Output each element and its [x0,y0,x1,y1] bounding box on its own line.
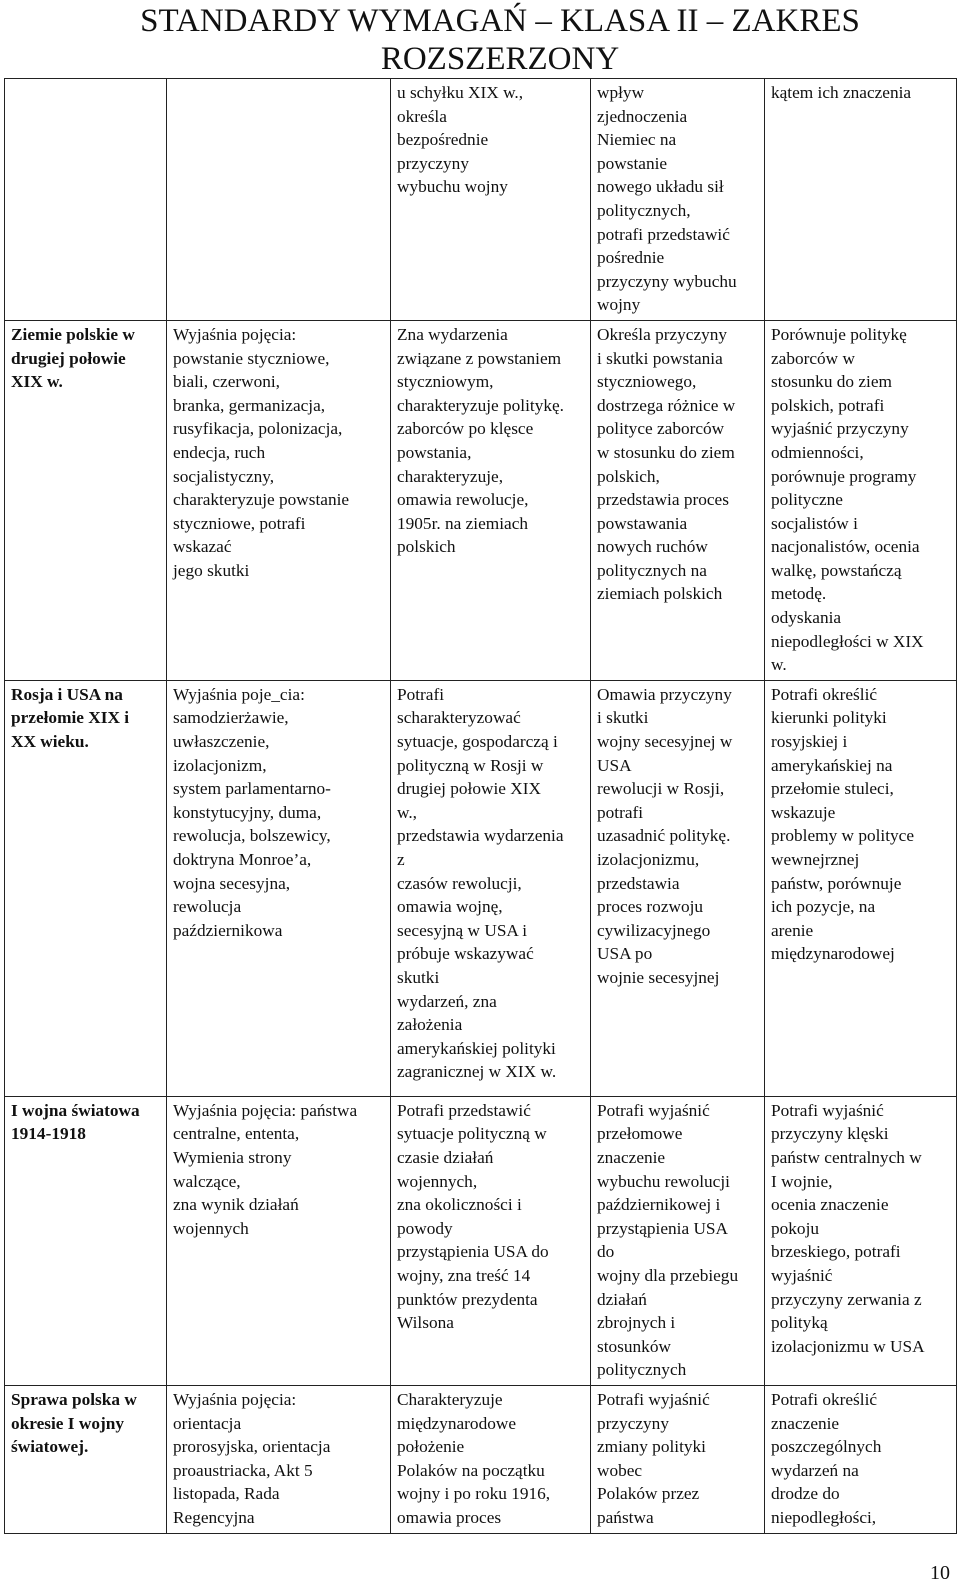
cell-text-line: zmiany polityki [597,1437,706,1457]
cell-text-line: wewnejrznej [771,850,860,869]
topic-cell [5,1385,167,1533]
cell-text-line: w., [397,802,417,822]
cell-text-line: kierunki polityki [771,708,887,728]
cell-text-line: znaczenie [771,1413,840,1433]
cell-text-line: przedstawia wydarzenia [397,826,564,846]
cell-text-line: wojennych [173,1218,249,1238]
cell-text-line: centralne, ententa, [173,1124,300,1144]
cell-text-line: socjalistyczny, [173,466,275,486]
cell-text-line: drugiej połowie XIX [397,779,541,799]
cell-text-line: nowych ruchów [597,537,708,557]
requirement-cell [765,1096,957,1385]
cell-text-line: Potrafi określić [771,1389,878,1409]
cell-text-line: Potrafi wyjaśnić [771,1100,884,1120]
requirement-cell [765,320,957,680]
cell-text-line: określa [397,106,447,126]
cell-text-line: charakteryzuje powstanie [173,490,350,510]
cell-text-line: nowego układu sił [597,177,724,197]
cell-text-line: rewolucja, bolszewicy, [173,826,331,846]
cell-text-line: państw, porównuje [771,873,902,893]
cell-text-line: problemy w polityce [771,826,915,846]
cell-text-line: czasów rewolucji, [397,873,522,893]
cell-text-line: drugiej połowie [11,348,126,368]
cell-text-line: wskazuje [771,802,836,822]
cell-text-line: pokoju [771,1218,820,1238]
cell-text-line: listopada, Rada [173,1484,280,1504]
cell-text-line: brzeskiego, potrafi [771,1242,901,1262]
cell-text-line: orientacja [173,1413,242,1433]
cell-text-line: polityczne [771,490,843,510]
cell-text-line: scharakteryzować [397,708,521,728]
cell-text-line: przyczyny [597,1413,669,1433]
cell-text-line: położenie [397,1437,465,1457]
cell-text-line: Sprawa polska w [11,1389,137,1409]
requirement-cell [167,1096,391,1385]
requirement-cell [765,680,957,1096]
cell-text-line: u schyłku XIX w., [397,83,524,102]
requirement-cell [591,320,765,680]
cell-text-line: związane z powstaniem [397,348,562,368]
cell-text-line: arenie [771,920,814,940]
cell-text-line: I wojna światowa [11,1100,140,1120]
document-title [0,2,960,78]
cell-text-line: wskazać [173,537,232,557]
cell-text-line: październikowa [173,920,283,940]
page-number: 10 [930,1562,950,1584]
cell-text-line: Wymienia strony [173,1148,292,1168]
standards-table-body [5,79,957,1534]
cell-text-line: zaborców w [771,348,855,368]
cell-text-line: polityką [771,1313,828,1333]
cell-text-line: i skutki powstania [597,348,723,368]
topic-cell [5,79,167,321]
cell-text-line: międzynarodowej [771,944,895,964]
requirement-cell [391,79,591,321]
cell-text-line: wyjaśnić [771,1266,833,1285]
cell-text-line: wojny dla przebiegu [597,1266,739,1285]
requirement-cell [391,320,591,680]
cell-text-line: Wyjaśnia pojęcia: państwa [173,1100,358,1120]
cell-text-line: Ziemie polskie w [11,324,135,344]
cell-text-line: ziemiach polskich [597,584,723,604]
cell-text-line: wydarzeń na [771,1460,859,1480]
cell-text-line: walkę, powstańczą [771,560,902,580]
cell-text-line: polskich [397,537,456,557]
requirement-cell [391,1385,591,1533]
cell-text-line: powstawania [597,513,688,533]
cell-text-line: USA [597,755,632,775]
requirement-cell [765,79,957,321]
cell-text-line: politycznych na [597,560,707,580]
cell-text-line: Potrafi [397,684,445,704]
cell-text-line: sytuacje polityczną w [397,1124,547,1144]
table-row [5,79,957,321]
cell-text-line: rusyfikacja, polonizacja, [173,419,343,439]
cell-text-line: nacjonalistów, ocenia [771,537,920,557]
cell-text-line: omawia wojnę, [397,897,503,917]
cell-text-line: wybuchu rewolucji [597,1171,730,1191]
topic-cell [5,320,167,680]
topic-cell [5,1096,167,1385]
cell-text-line: zaborców po klęsce [397,419,534,439]
requirement-cell [591,680,765,1096]
cell-text-line: przedstawia [597,873,680,893]
cell-text-line: październikowej i [597,1195,721,1215]
cell-text-line: polskich, [597,466,660,486]
cell-text-line: porównuje programy [771,466,917,486]
cell-text-line: przełomie XIX i [11,708,130,728]
cell-text-line: państwa [597,1507,654,1527]
cell-text-line: konstytucyjny, duma, [173,802,322,822]
topic-cell [5,680,167,1096]
cell-text-line: cywilizacyjnego [597,920,711,940]
cell-text-line: izolacjonizmu w USA [771,1336,925,1356]
cell-text-line: przyczyny klęski [771,1124,889,1144]
cell-text-line: Potrafi wyjaśnić [597,1389,710,1409]
cell-text-line: biali, czerwoni, [173,372,281,392]
cell-text-line: rewolucja [173,897,242,917]
cell-text-line: przystąpienia USA [597,1218,729,1238]
cell-text-line: powstanie styczniowe, [173,348,330,368]
cell-text-line: izolacjonizm, [173,755,267,775]
cell-text-line: branka, germanizacja, [173,395,326,415]
cell-text-line: Wyjaśnia pojęcia: [173,1389,297,1409]
cell-text-line: przedstawia proces [597,490,729,510]
cell-text-line: amerykańskiej polityki [397,1038,556,1058]
cell-text-line: stosunków [597,1336,671,1356]
cell-text-line: wydarzeń, zna [397,991,497,1011]
requirement-cell [591,79,765,321]
cell-text-line: Określa przyczyny [597,324,728,344]
cell-text-line: Potrafi przedstawić [397,1100,531,1120]
requirement-cell [591,1385,765,1533]
cell-text-line: dostrzega różnice w [597,395,736,415]
cell-text-line: znaczenie [597,1148,666,1168]
cell-text-line: Polaków na początku [397,1460,545,1480]
cell-text-line: walczące, [173,1171,241,1191]
cell-text-line: przełomie stuleci, [771,779,894,799]
cell-text-line: punktów prezydenta [397,1289,538,1309]
cell-text-line: rewolucji w Rosji, [597,779,725,799]
cell-text-line: XX wieku. [11,732,89,752]
cell-text-line: proaustriacka, Akt 5 [173,1460,313,1480]
cell-text-line: USA po [597,944,653,964]
requirement-cell [167,320,391,680]
cell-text-line: endecja, ruch [173,442,266,462]
cell-text-line: bezpośrednie [397,130,489,150]
cell-text-line: Rosja i USA na [11,684,123,704]
cell-text-line: powody [397,1218,453,1238]
cell-text-line: światowej. [11,1437,89,1457]
cell-text-line: zagranicznej w XIX w. [397,1062,557,1082]
cell-text-line: okresie I wojny [11,1413,124,1433]
cell-text-line: potrafi przedstawić [597,224,730,244]
cell-text-line: sytuacje, gospodarczą i [397,732,558,752]
cell-text-line: Zna wydarzenia [397,324,508,344]
cell-text-line: metodę. [771,584,827,604]
cell-text-line: doktryna Monroe’a, [173,850,312,869]
cell-text-line: wybuchu wojny [397,177,508,197]
cell-text-line: charakteryzuje, [397,466,504,486]
cell-text-line: polityce zaborców [597,419,725,439]
table-row [5,680,957,1096]
cell-text-line: próbuje wskazywać [397,944,534,964]
cell-text-line: Wilsona [397,1313,454,1333]
cell-text-line: wobec [597,1460,643,1480]
cell-text-line: międzynarodowe [397,1413,517,1433]
cell-text-line: styczniowe, potrafi [173,513,306,533]
cell-text-line: wojny [597,295,641,315]
cell-text-line: styczniowego, [597,372,697,392]
cell-text-line: jego skutki [173,560,250,580]
cell-text-line: Wyjaśnia pojęcia: [173,324,297,344]
cell-text-line: odmienności, [771,442,864,462]
cell-text-line: Regencyjna [173,1507,255,1527]
cell-text-line: pośrednie [597,248,665,268]
cell-text-line: charakteryzuje politykę. [397,395,564,415]
cell-text-line: amerykańskiej na [771,755,893,775]
cell-text-line: Porównuje politykę [771,324,907,344]
cell-text-line: ich pozycje, na [771,897,876,917]
cell-text-line: skutki [397,967,440,987]
cell-text-line: z [397,850,405,869]
cell-text-line: Wyjaśnia poje_cia: [173,684,305,704]
cell-text-line: polskich, potrafi [771,395,885,415]
cell-text-line: zjednoczenia [597,106,688,126]
cell-text-line: wyjaśnić przyczyny [771,419,909,439]
cell-text-line: założenia [397,1015,463,1035]
cell-text-line: zna wynik działań [173,1195,299,1215]
cell-text-line: omawia proces [397,1507,502,1527]
cell-text-line: omawia rewolucje, [397,490,529,510]
cell-text-line: drodze do [771,1484,840,1504]
cell-text-line: polityczną w Rosji w [397,755,544,775]
cell-text-line: niepodległości, [771,1507,877,1527]
cell-text-line: przyczyny wybuchu [597,271,737,291]
cell-text-line: wpływ [597,83,645,102]
title-line-1: STANDARDY WYMAGAŃ – KLASA II – ZAKRES [140,3,860,39]
requirement-cell [391,680,591,1096]
cell-text-line: poszczególnych [771,1437,882,1457]
cell-text-line: rosyjskiej i [771,732,848,752]
cell-text-line: odyskania [771,608,842,628]
cell-text-line: powstania, [397,442,472,462]
cell-text-line: państw centralnych w [771,1148,922,1168]
cell-text-line: działań [597,1289,647,1309]
table-row [5,320,957,680]
cell-text-line: wojny i po roku 1916, [397,1484,551,1504]
cell-text-line: w. [771,655,787,675]
standards-table [4,78,957,1534]
requirement-cell [591,1096,765,1385]
cell-text-line: proces rozwoju [597,897,704,917]
cell-text-line: kątem ich znaczenia [771,83,912,102]
cell-text-line: powstanie [597,153,668,173]
cell-text-line: Potrafi wyjaśnić [597,1100,710,1120]
requirement-cell [167,1385,391,1533]
cell-text-line: system parlamentarno- [173,779,331,799]
cell-text-line: wojny secesyjnej w [597,732,733,752]
cell-text-line: w stosunku do ziem [597,442,735,462]
cell-text-line: Polaków przez [597,1484,700,1504]
cell-text-line: uzasadnić politykę. [597,826,731,846]
cell-text-line: styczniowym, [397,372,494,392]
cell-text-line: XIX w. [11,372,63,392]
cell-text-line: ocenia znaczenie [771,1195,889,1215]
cell-text-line: i skutki [597,708,649,728]
cell-text-line: przyczyny zerwania z [771,1289,922,1309]
cell-text-line: Charakteryzuje [397,1389,503,1409]
requirement-cell [167,79,391,321]
cell-text-line: 1905r. na ziemiach [397,513,529,533]
cell-text-line: uwłaszczenie, [173,732,270,752]
cell-text-line: samodzierżawie, [173,708,289,728]
cell-text-line: stosunku do ziem [771,372,892,392]
requirement-cell [167,680,391,1096]
cell-text-line: do [597,1242,615,1262]
cell-text-line: secesyjną w USA i [397,920,528,940]
cell-text-line: niepodległości w XIX [771,631,924,651]
cell-text-line: wojnie secesyjnej [597,967,720,987]
table-row [5,1385,957,1533]
cell-text-line: przełomowe [597,1124,683,1144]
cell-text-line: prorosyjska, orientacja [173,1437,331,1457]
cell-text-line: przystąpienia USA do [397,1242,549,1262]
cell-text-line: politycznych, [597,200,691,220]
cell-text-line: Omawia przyczyny [597,684,732,704]
cell-text-line: izolacjonizmu, [597,850,700,869]
cell-text-line: politycznych [597,1360,687,1380]
cell-text-line: wojna secesyjna, [173,873,291,893]
requirement-cell [765,1385,957,1533]
cell-text-line: Potrafi określić [771,684,878,704]
requirement-cell [391,1096,591,1385]
cell-text-line: wojny, zna treść 14 [397,1266,531,1285]
cell-text-line: wojennych, [397,1171,478,1191]
title-line-2: ROZSZERZONY [380,41,620,77]
cell-text-line: zna okoliczności i [397,1195,522,1215]
cell-text-line: potrafi [597,802,644,822]
table-row [5,1096,957,1385]
cell-text-line: socjalistów i [771,513,858,533]
cell-text-line: zbrojnych i [597,1313,676,1333]
cell-text-line: czasie działań [397,1148,494,1168]
cell-text-line: I wojnie, [771,1171,833,1191]
cell-text-line: przyczyny [397,153,469,173]
cell-text-line: 1914-1918 [11,1124,86,1144]
cell-text-line: Niemiec na [597,130,677,150]
